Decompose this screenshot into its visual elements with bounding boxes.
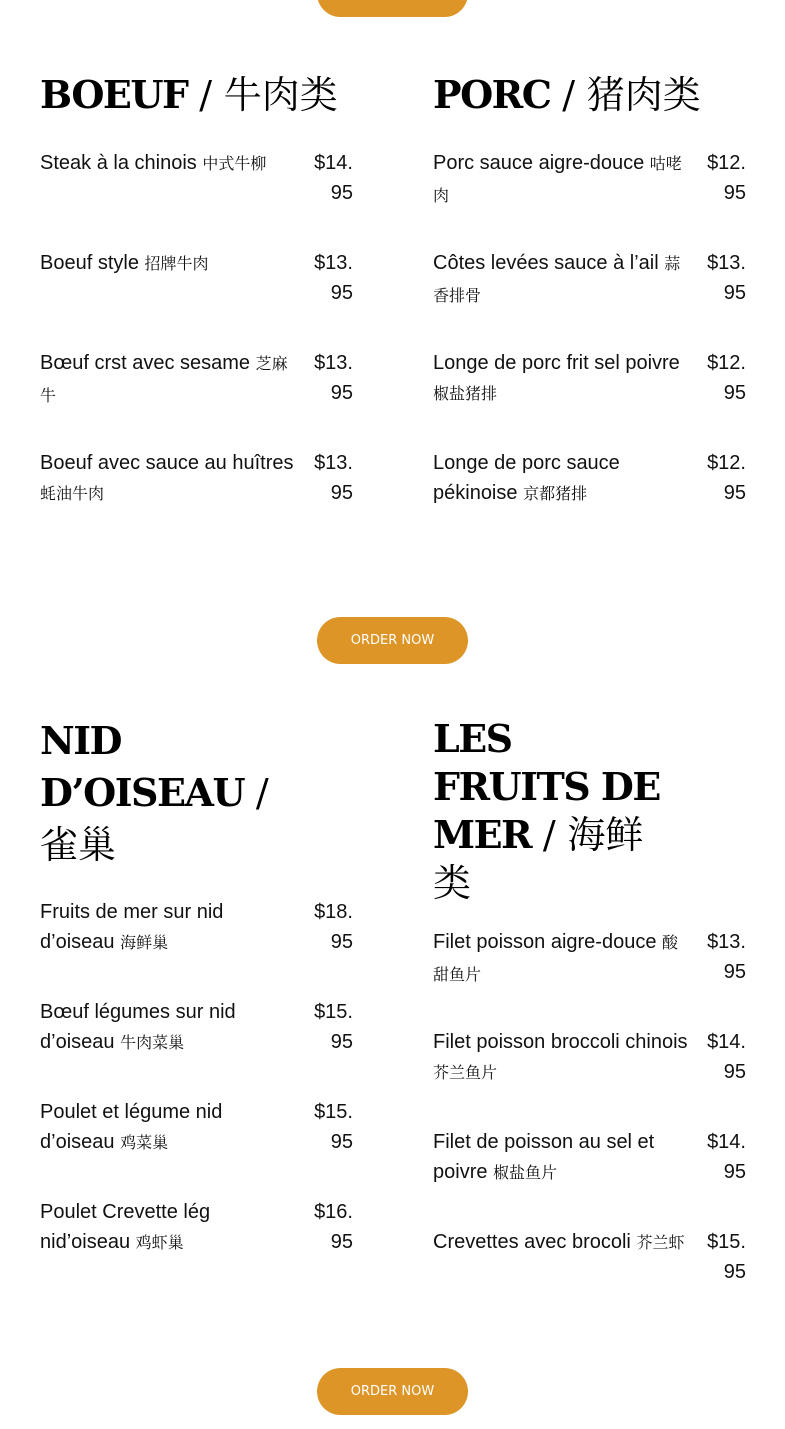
item-name-zh: 海鲜巢 (120, 935, 169, 952)
item-name (40, 1197, 295, 1259)
item-name-fr: Filet poisson aigre-douce (433, 931, 657, 953)
title-separator: / (199, 73, 213, 117)
item-name (433, 927, 688, 991)
item-price: $12.95 (707, 452, 746, 504)
item-price: $13.95 (707, 931, 746, 983)
item-name-zh: 芥兰虾 (636, 1235, 685, 1252)
item-name (40, 897, 295, 959)
menu-item (433, 248, 746, 348)
item-name (40, 148, 295, 180)
section-title (40, 715, 270, 871)
item-name (433, 148, 688, 212)
menu-section-porc (433, 70, 746, 548)
section-title-fr: BOEUF (40, 72, 188, 117)
section-title-fr: NID D’OISEAU (40, 718, 245, 815)
title-separator: / (255, 771, 269, 815)
section-title (433, 70, 746, 120)
menu-item (40, 448, 353, 548)
order-now-button-top[interactable] (317, 0, 468, 17)
menu-item (433, 1227, 746, 1327)
menu-item (40, 248, 353, 348)
item-name-zh: 鸡虾巢 (135, 1235, 184, 1252)
title-separator: / (542, 813, 556, 857)
item-name-fr: Crevettes avec brocoli (433, 1231, 631, 1253)
item-name-fr: Poulet et légume nid d’oiseau (40, 1101, 223, 1153)
section-title-zh: 牛肉类 (223, 73, 338, 117)
section-title (433, 715, 663, 907)
item-price: $12.95 (707, 152, 746, 204)
item-name (433, 1227, 688, 1259)
item-price: $13.95 (314, 352, 353, 404)
item-name-zh: 椒盐鱼片 (493, 1165, 558, 1182)
menu-item (433, 1127, 746, 1227)
item-name (40, 248, 295, 280)
item-name-fr: Fruits de mer sur nid d’oiseau (40, 901, 224, 953)
menu-item (40, 1197, 353, 1297)
item-name-fr: Boeuf style (40, 252, 139, 274)
item-price: $15.95 (314, 1101, 353, 1153)
item-name (433, 448, 688, 510)
item-name-zh: 京都猪排 (523, 486, 588, 503)
item-name-zh: 芥兰鱼片 (433, 1065, 498, 1082)
item-name-zh: 椒盐猪排 (433, 386, 498, 403)
section-title-zh: 雀巢 (40, 823, 117, 867)
item-name-fr: Longe de porc frit sel poivre (433, 352, 680, 374)
item-name-fr: Poulet Crevette lég nid’oiseau (40, 1201, 211, 1253)
section-title (40, 70, 353, 120)
item-name-fr: Bœuf légumes sur nid d’oiseau (40, 1001, 236, 1053)
item-name-fr: Filet poisson broccoli chinois (433, 1031, 688, 1053)
menu-item (40, 1097, 353, 1197)
item-name-zh: 蒜香排骨 (433, 256, 681, 305)
menu-item (433, 148, 746, 248)
menu-item (433, 927, 746, 1027)
section-title-fr: LES FRUITS DE MER (433, 716, 660, 857)
item-name-fr: Longe de porc sauce pékinoise (433, 452, 620, 504)
menu-item (433, 348, 746, 448)
item-name (40, 997, 295, 1059)
item-price: $15.95 (707, 1231, 746, 1283)
item-name (433, 248, 688, 312)
menu-section-boeuf (40, 70, 353, 548)
item-price: $12.95 (707, 352, 746, 404)
item-price: $13.95 (314, 452, 353, 504)
item-name-fr: Boeuf avec sauce au huîtres (40, 452, 294, 474)
item-name (433, 1027, 688, 1089)
item-name-zh: 鸡菜巢 (120, 1135, 169, 1152)
item-price: $13.95 (707, 252, 746, 304)
item-name (433, 1127, 688, 1189)
item-name (40, 1097, 295, 1159)
menu-item (40, 348, 353, 448)
item-name (433, 348, 688, 410)
item-name-zh: 咕咾肉 (433, 156, 682, 205)
menu-section-fruits-de-mer (433, 715, 746, 1327)
order-now-button-bottom[interactable]: ORDER NOW (317, 1368, 468, 1415)
menu-item (40, 897, 353, 997)
item-name-fr: Porc sauce aigre-douce (433, 152, 645, 174)
item-price: $13.95 (314, 252, 353, 304)
item-name-zh: 招牌牛肉 (144, 256, 209, 273)
item-price: $18.95 (314, 901, 353, 953)
title-separator: / (562, 73, 576, 117)
item-name-zh: 酸甜鱼片 (433, 935, 679, 984)
menu-section-nid-oiseau (40, 715, 353, 1297)
section-title-fr: PORC (433, 72, 551, 117)
item-name-fr: Côtes levées sauce à l’ail (433, 252, 659, 274)
item-name-fr: Filet de poisson au sel et poivre (433, 1131, 655, 1183)
item-name-zh: 蚝油牛肉 (40, 486, 105, 503)
item-price: $14.95 (707, 1031, 746, 1083)
item-price: $15.95 (314, 1001, 353, 1053)
item-name-zh: 牛肉菜巢 (120, 1035, 185, 1052)
item-name (40, 448, 295, 510)
menu-item (433, 1027, 746, 1127)
item-name-fr: Bœuf crst avec sesame (40, 352, 251, 374)
menu-item (433, 448, 746, 548)
item-name-zh: 芝麻牛 (40, 356, 288, 405)
item-price: $16.95 (314, 1201, 353, 1253)
item-price: $14.95 (707, 1131, 746, 1183)
menu-item (40, 148, 353, 248)
item-name-zh: 中式牛柳 (202, 156, 267, 173)
section-title-zh: 海鲜类 (433, 813, 644, 905)
menu-item (40, 997, 353, 1097)
item-price: $14.95 (314, 152, 353, 204)
item-name-fr: Steak à la chinois (40, 152, 197, 174)
section-title-zh: 猪肉类 (586, 73, 701, 117)
item-name (40, 348, 295, 412)
order-now-button-middle[interactable]: ORDER NOW (317, 617, 468, 664)
